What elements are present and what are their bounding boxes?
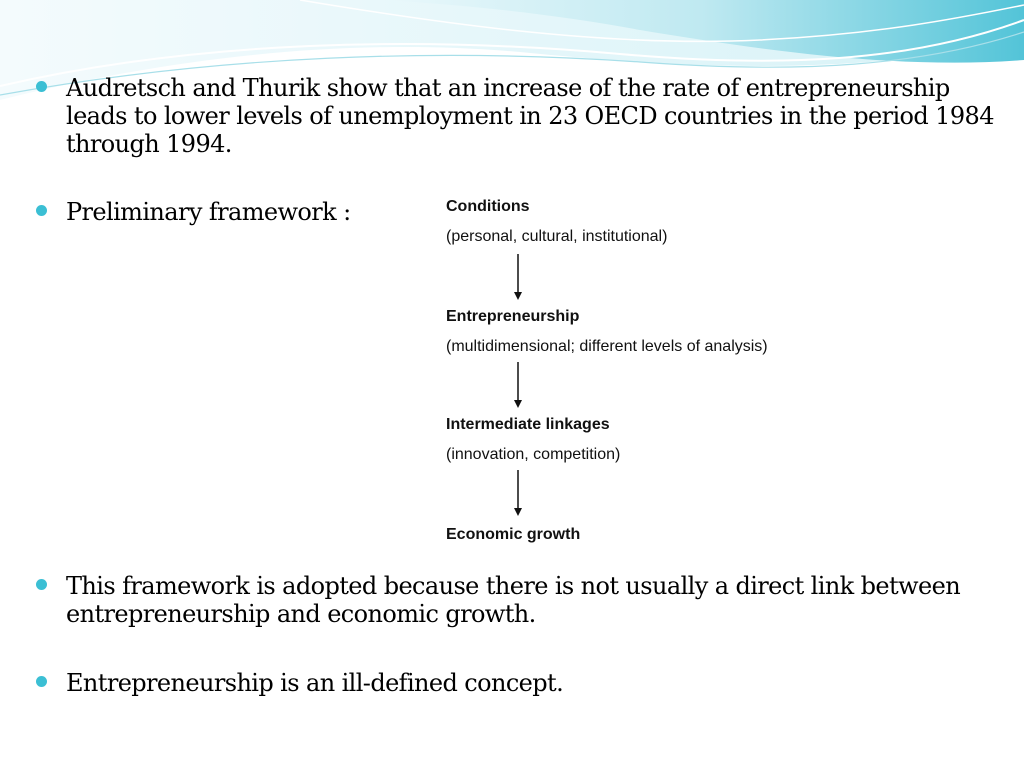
bullet-framework-adopted: This framework is adopted because there is not usually a direct link between entrepreneurship and economic growth. [66, 572, 966, 628]
framework-diagram [432, 186, 832, 570]
stage-entrepreneurship-subtitle: (multidimensional; different levels of analysis) [446, 338, 768, 355]
stage-entrepreneurship-title: Entrepreneurship [446, 308, 580, 325]
stage-conditions-subtitle: (personal, cultural, institutional) [446, 228, 668, 245]
bullet-ill-defined-concept: Entrepreneurship is an ill-defined concept. [66, 669, 966, 697]
arrow-down-icon [512, 362, 524, 408]
bullet-preliminary-framework: Preliminary framework : [66, 198, 426, 226]
stage-intermediate-linkages-subtitle: (innovation, competition) [446, 446, 621, 463]
stage-conditions-title: Conditions [446, 198, 530, 215]
arrow-down-icon [512, 470, 524, 516]
bullet-audretsch-thurik: Audretsch and Thurik show that an increase of the rate of entrepreneurship leads to lower levels of unemployment in 23 OECD countries in the period 1984 through 1994. [66, 74, 1006, 158]
stage-intermediate-linkages-title: Intermediate linkages [446, 416, 610, 433]
arrow-down-icon [512, 254, 524, 300]
stage-economic-growth-title: Economic growth [446, 526, 581, 543]
